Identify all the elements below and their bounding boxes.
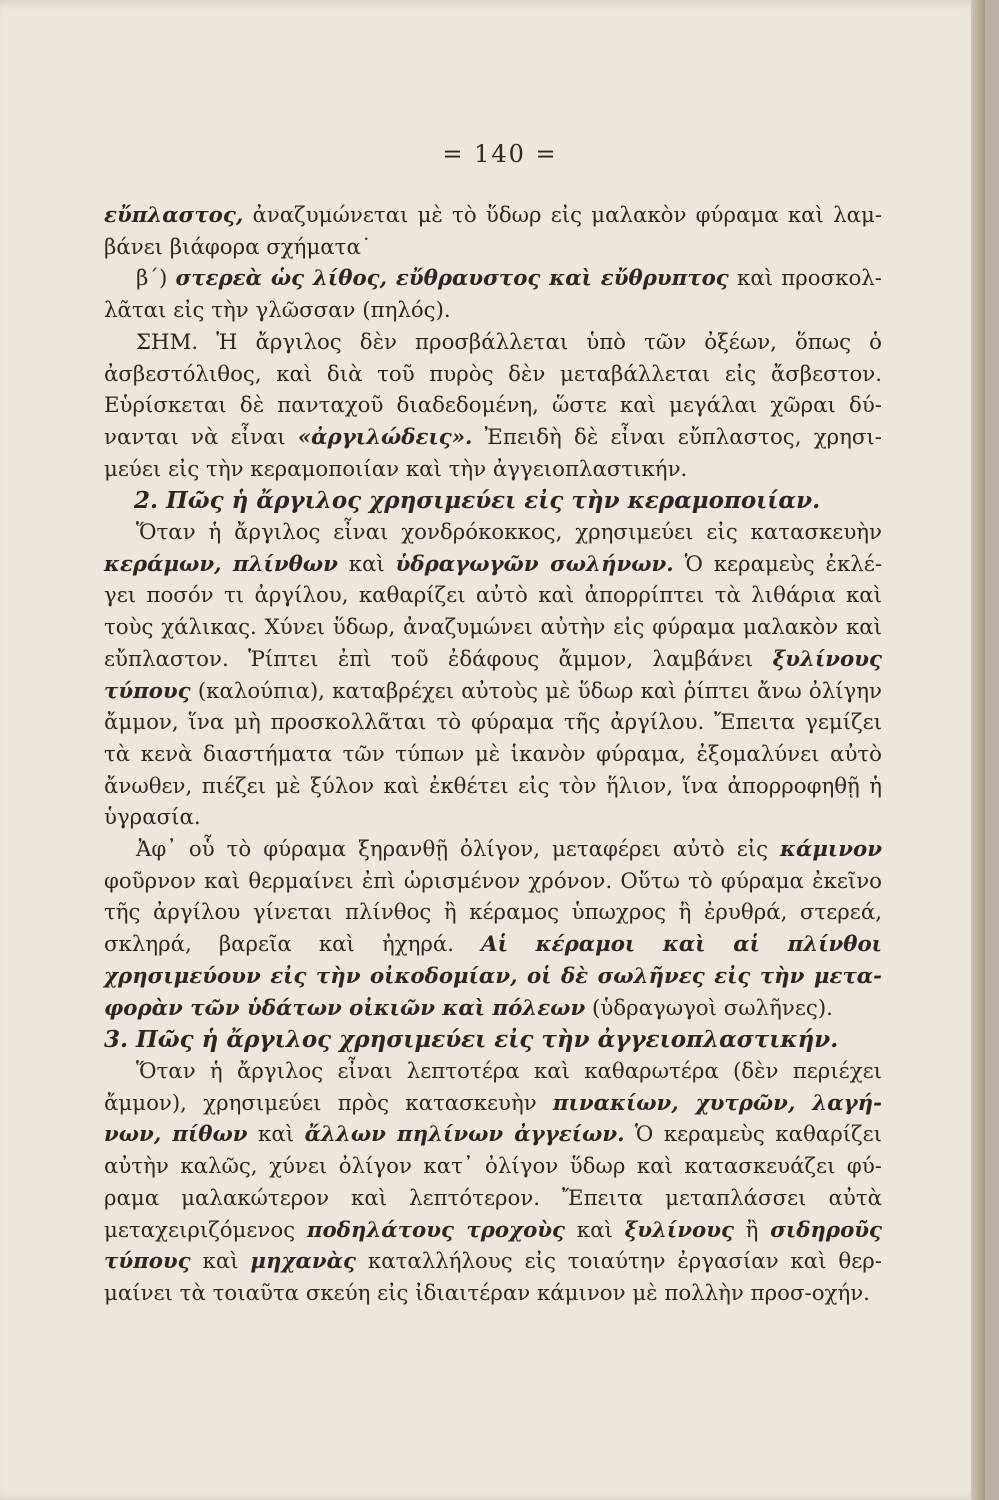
page-body [104,200,882,1310]
emphasis: ἄλλων πηλίνων ἀγγείων. [304,1122,625,1148]
section-heading: 3. Πῶς ἡ ἄργιλος χρησιμεύει εἰς τὴν ἀγγειοπλαστικήν. [104,1026,839,1054]
note-paragraph: ΣΗΜ. Ἡ ἄργιλος δὲν προσβάλλεται ὑπὸ τῶν ὀξέων, ὅπως ὁ ἀσβεστόλιθος, καὶ διὰ τοῦ πυρὸς δὲν μεταβάλλεται εἰς ἄσβεστον. Εὑρίσκεται δὲ πανταχοῦ διαδεδομένη, ὥστε καὶ μεγάλαι χῶραι δύ-νανται νὰ εἶναι «ἀργιλώδεις». Ἐπειδὴ δὲ εἶναι εὔπλαστος, χρησι-μεύει εἰς τὴν κεραμοποιίαν καὶ τὴν ἀγγειοπλαστικήν. [104,329,882,482]
page-number: = 140 = [442,140,558,168]
paragraph: Ὅταν ἡ ἄργιλος εἶναι χονδρόκοκκος, χρησιμεύει εἰς κατασκευὴν κεράμων, πλίνθων καὶ ὑδραγωγῶν σωλήνων. Ὁ κεραμεὺς ἐκλέ-γει ποσόν τι ἀργίλου, καθαρίζει αὐτὸ καὶ ἀπορρίπτει τὰ λιθάρια καὶ τοὺς χάλικας. Χύνει ὕδωρ, ἀναζυμώνει αὐτὴν εἰς φύραμα μαλακὸν καὶ εὔπλαστον. Ῥίπτει ἐπὶ τοῦ ἐδάφους ἄμμον, λαμβάνει ξυλίνους τύπους (καλούπια), καταβρέχει αὐτοὺς μὲ ὕδωρ καὶ ῥίπτει ἄνω ὀλίγην ἄμμον, ἵνα μὴ προσκολλᾶται τὸ φύραμα τῆς ἀργίλου. Ἔπειτα γεμίζει τὰ κενὰ διαστήματα τῶν τύπων μὲ ἱκανὸν φύραμα, ἐξομαλύνει αὐτὸ ἄνωθεν, πιέζει μὲ ξύλον καὶ ἐκθέτει εἰς τὸν ἥλιον, ἵνα ἀπορροφηθῇ ἡ ὑγρασία. [104,520,883,831]
page-spine-edge [971,0,985,1500]
section-heading: 2. Πῶς ἡ ἄργιλος χρησιμεύει εἰς τὴν κεραμοποιίαν. [134,487,821,515]
emphasis: ποδηλάτους τροχοὺς [306,1217,566,1243]
paragraph: β΄) στερεὰ ὡς λίθος, εὔθραυστος καὶ εὔθρυπτος καὶ προσκολ-λᾶται εἰς τὴν γλῶσσαν (πηλός). [104,266,882,324]
emphasis: μηχανὰς [250,1249,357,1275]
paragraph: Ὅταν ἡ ἄργιλος εἶναι λεπτοτέρα καὶ καθαρωτέρα (δὲν περιέχει ἄμμον), χρησιμεύει πρὸς κατασκευὴν πινακίων, χυτρῶν, λαγή-νων, πίθων καὶ ἄλλων πηλίνων ἀγγείων. Ὁ κεραμεὺς καθαρίζει αὐτὴν καλῶς, χύνει ὀλίγον κατ᾿ ὀλίγον ὕδωρ καὶ κατασκευάζει φύ-ραμα μαλακώτερον καὶ λεπτότερον. Ἔπειτα μεταπλάσσει αὐτὰ μεταχειριζόμενος ποδηλάτους τροχοὺς καὶ ξυλίνους ἢ σιδηροῦς τύπους καὶ μηχανὰς καταλλήλους εἰς τοιαύτην ἐργασίαν καὶ θερ-μαίνει τὰ τοιαῦτα σκεύη εἰς ἰδιαιτέραν κάμινον μὲ πολλὴν προσ-οχήν. [104,1058,883,1306]
emphasis: στερεὰ ὡς λίθος, εὔθραυστος καὶ εὔθρυπτος [175,266,729,292]
paragraph: Ἀφ᾿ οὗ τὸ φύραμα ξηρανθῇ ὀλίγον, μεταφέρει αὐτὸ εἰς κάμινον φοῦρνον καὶ θερμαίνει ἐπὶ ὡρισμένον χρόνον. Οὕτω τὸ φύραμα ἐκεῖνο τῆς ἀργίλου γίνεται πλίνθος ἢ κέραμος ὑπωχρος ἢ ἐρυθρά, στερεά, σκληρά, βαρεῖα καὶ ἠχηρά. Αἱ κέραμοι καὶ αἱ πλίνθοι χρησιμεύουν εἰς τὴν οἰκοδομίαν, οἱ δὲ σωλῆνες εἰς τὴν μετα-φορὰν τῶν ὑδάτων οἰκιῶν καὶ πόλεων (ὑδραγωγοὶ σωλῆνες). [104,837,882,1021]
emphasis: εὔπλαστος, [104,203,244,228]
emphasis: ὑδραγωγῶν σωλήνων. [395,551,674,577]
emphasis: Αἱ κέραμοι καὶ αἱ πλίνθοι χρησιμεύουν εἰς τὴν οἰκοδομίαν, οἱ δὲ σωλῆνες εἰς τὴν μετα-φορὰν τῶν ὑδάτων οἰκιῶν καὶ πόλεων [104,932,882,1021]
emphasis: πινακίων, χυτρῶν, λαγή-νων, πίθων [104,1090,882,1148]
paragraph: εὔπλαστος, ἀναζυμώνεται μὲ τὸ ὕδωρ εἰς μαλακὸν φύραμα καὶ λαμ-βάνει βιάφορα σχήματα˙ [104,203,882,260]
emphasis: σιδηροῦς τύπους [104,1217,883,1275]
emphasis: κεράμων, πλίνθων [104,551,338,577]
emphasis: ξυλίνους τύπους [104,646,882,704]
emphasis: ξυλίνους [624,1217,734,1243]
emphasis: «ἀργιλώδεις». [297,424,473,450]
emphasis: κάμινον [779,837,882,863]
